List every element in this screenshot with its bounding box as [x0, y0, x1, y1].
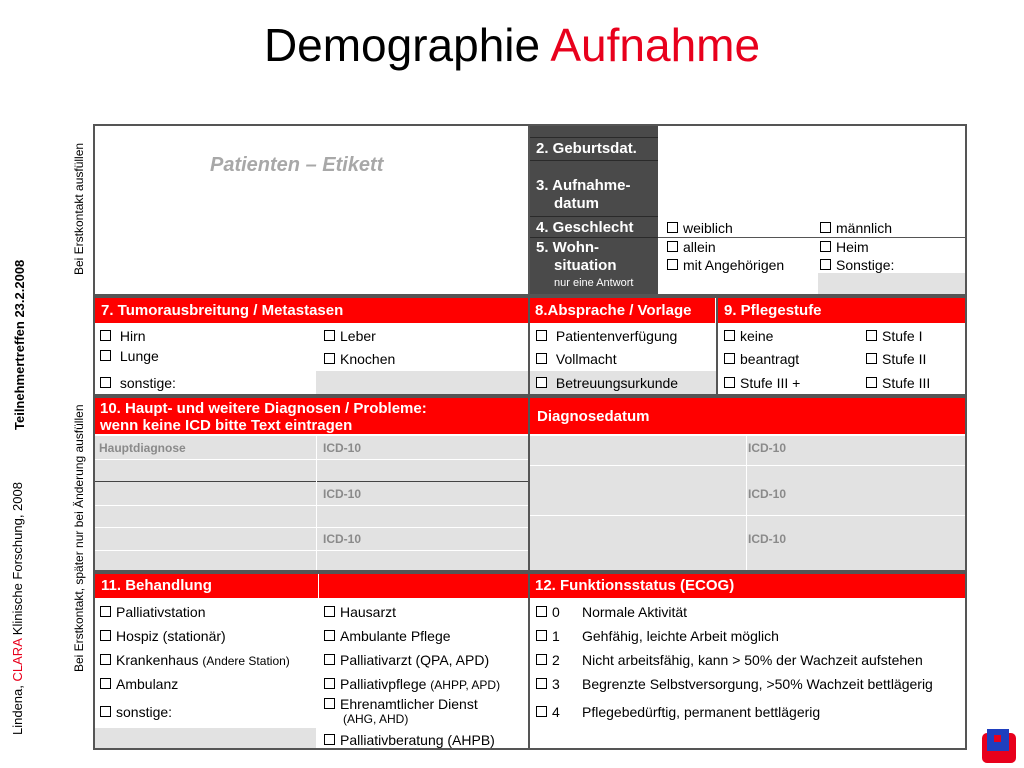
ecog-4[interactable]: 4	[536, 704, 560, 720]
patient-label: Patienten – Etikett	[210, 154, 384, 176]
sec9-header: 9. Pflegestufe	[718, 298, 965, 323]
sec7-header: 7. Tumorausbreitung / Metastasen	[95, 298, 528, 323]
sec8-header: 8.Absprache / Vorlage	[530, 298, 715, 323]
icd-label-1: ICD-10	[323, 441, 362, 455]
ecog-3[interactable]: 3	[536, 676, 560, 692]
sec11-ambulant-care[interactable]: Ambulante Pflege	[324, 628, 451, 644]
sec8-item-directive[interactable]: Patientenverfügung	[536, 328, 677, 344]
birthdate-label: 2. Geburtsdat.	[536, 140, 637, 157]
main-diagnosis-label: Hauptdiagnose	[99, 441, 186, 455]
ecog-2-text: Nicht arbeitsfähig, kann > 50% der Wachzeit aufstehen	[582, 652, 923, 668]
sec11-palliative-counsel[interactable]: Palliativberatung (AHPB)	[324, 732, 495, 748]
sex-option-male[interactable]: männlich	[820, 220, 892, 236]
sec7-item-brain[interactable]: Hirn	[100, 328, 146, 344]
living-option-alone[interactable]: allein	[667, 239, 716, 255]
living-option-home[interactable]: Heim	[820, 239, 869, 255]
sec7-item-lung[interactable]: Lunge	[100, 348, 159, 364]
icd-label-6: ICD-10	[748, 532, 787, 546]
icd-label-4: ICD-10	[748, 487, 787, 501]
sec11-palliative-doctor[interactable]: Palliativarzt (QPA, APD)	[324, 652, 489, 668]
sex-label: 4. Geschlecht	[536, 219, 634, 236]
sec11-outpatient[interactable]: Ambulanz	[100, 676, 178, 692]
sec9-item-level3[interactable]: Stufe III	[866, 375, 930, 391]
sec7-item-other[interactable]: sonstige:	[100, 375, 176, 391]
ecog-0[interactable]: 0	[536, 604, 560, 620]
sec9-item-level3plus[interactable]: Stufe III +	[724, 375, 800, 391]
sec8-item-proxy[interactable]: Vollmacht	[536, 351, 617, 367]
sec10-header: 10. Haupt- und weitere Diagnosen / Probleme: wenn keine ICD bitte Text eintragen	[95, 398, 528, 434]
sec9-item-level2[interactable]: Stufe II	[866, 351, 926, 367]
sec11-volunteer[interactable]: Ehrenamtlicher Dienst	[324, 696, 478, 712]
sec11-other[interactable]: sonstige:	[100, 704, 172, 720]
sec11-hospital[interactable]: Krankenhaus (Andere Station)	[100, 652, 290, 668]
icd-label-3: ICD-10	[323, 487, 362, 501]
note-bottom: Bei Erstkontakt, später nur bei Änderung ausfüllen	[72, 404, 86, 672]
icd-label-2: ICD-10	[748, 441, 787, 455]
living-label-2: situation	[554, 257, 617, 274]
sec11-hospice[interactable]: Hospiz (stationär)	[100, 628, 226, 644]
living-option-relatives[interactable]: mit Angehörigen	[667, 257, 784, 273]
living-label-1: 5. Wohn-	[536, 239, 600, 256]
credit-text: Lindena, CLARA Klinische Forschung, 2008	[10, 482, 25, 735]
ecog-1[interactable]: 1	[536, 628, 560, 644]
page-title: Demographie Aufnahme	[263, 19, 761, 71]
ecog-4-text: Pflegebedürftig, permanent bettlägerig	[582, 704, 821, 720]
sec8-item-guardianship[interactable]: Betreuungsurkunde	[536, 375, 678, 391]
meeting-text: Teilnehmertreffen 23.2.2008	[12, 259, 27, 430]
sec11-palliative-care[interactable]: Palliativpflege (AHPP, APD)	[324, 676, 500, 692]
sec11-volunteer-note: (AHG, AHD)	[343, 712, 409, 726]
sec11-header: 11. Behandlung	[95, 574, 528, 598]
sec9-item-level1[interactable]: Stufe I	[866, 328, 922, 344]
admission-label-1: 3. Aufnahme-	[536, 177, 631, 194]
ecog-1-text: Gehfähig, leichte Arbeit möglich	[582, 628, 779, 644]
ecog-2[interactable]: 2	[536, 652, 560, 668]
sec10-date-header: Diagnosedatum	[530, 398, 965, 434]
sec9-item-none[interactable]: keine	[724, 328, 773, 344]
sec12-header: 12. Funktionsstatus (ECOG)	[530, 574, 965, 598]
note-top: Bei Erstkontakt ausfüllen	[72, 142, 86, 275]
admission-label-2: datum	[554, 195, 599, 212]
sec9-item-applied[interactable]: beantragt	[724, 351, 799, 367]
ecog-0-text: Normale Aktivität	[582, 604, 688, 620]
sec11-palliative-ward[interactable]: Palliativstation	[100, 604, 206, 620]
icd-label-5: ICD-10	[323, 532, 362, 546]
living-hint: nur eine Antwort	[554, 277, 634, 289]
sec7-item-liver[interactable]: Leber	[324, 328, 376, 344]
sec7-item-bone[interactable]: Knochen	[324, 351, 395, 367]
sec11-gp[interactable]: Hausarzt	[324, 604, 396, 620]
ecog-3-text: Begrenzte Selbstversorgung, >50% Wachzeit bettlägerig	[582, 676, 933, 692]
living-option-other[interactable]: Sonstige:	[820, 257, 894, 273]
sex-option-female[interactable]: weiblich	[667, 220, 733, 236]
clara-logo-icon	[980, 727, 1020, 765]
